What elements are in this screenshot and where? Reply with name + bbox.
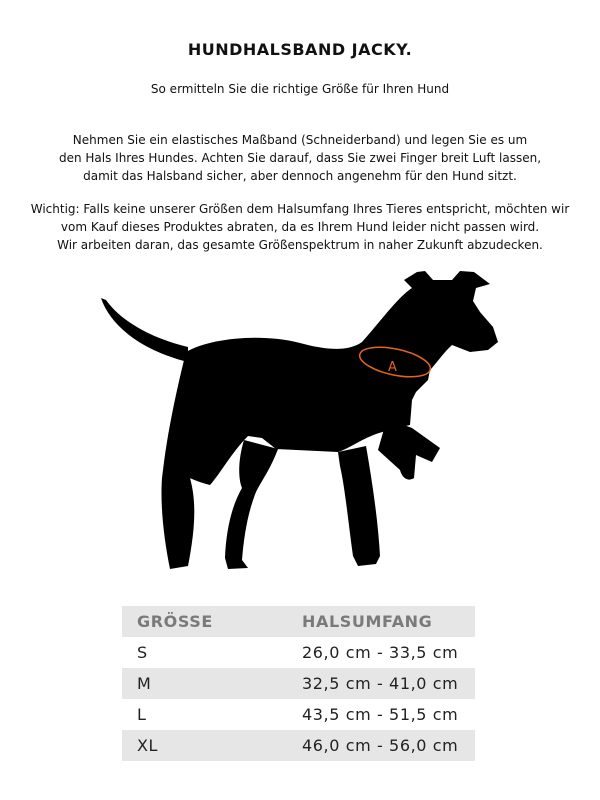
size-cell: L [137, 705, 147, 724]
column-header-neck-circumference: HALSUMFANG [302, 612, 433, 631]
dog-illustration [95, 262, 505, 580]
size-cell: XL [137, 736, 159, 755]
instruction-line: damit das Halsband sicher, aber dennoch angenehm für den Hund sitzt. [83, 169, 517, 183]
dog-tail [101, 298, 188, 362]
table-row [122, 668, 475, 699]
neck-measure-label: A [388, 360, 397, 375]
neck-range-cell: 43,5 cm - 51,5 cm [302, 705, 459, 724]
instruction-line: den Hals Ihres Hundes. Achten Sie darauf, dass Sie zwei Finger breit Luft lassen, [58, 151, 542, 165]
measuring-instructions [0, 131, 600, 185]
note-line: vom Kauf dieses Produktes abraten, da es Ihrem Hund leider nicht passen wird. [60, 220, 540, 234]
size-cell: M [137, 674, 152, 693]
important-note [0, 200, 600, 254]
neck-range-cell: 26,0 cm - 33,5 cm [302, 643, 459, 662]
size-cell: S [137, 643, 148, 662]
dog-hind-leg-back [161, 462, 194, 569]
table-row [122, 637, 475, 668]
neck-range-cell: 46,0 cm - 56,0 cm [302, 736, 459, 755]
dog-front-leg-raised [378, 422, 440, 480]
note-line: Wir arbeiten daran, das gesamte Größenspektrum in naher Zukunft abzudecken. [57, 238, 543, 252]
table-header-row [122, 606, 475, 637]
neck-range-cell: 32,5 cm - 41,0 cm [302, 674, 459, 693]
dog-body-silhouette [164, 271, 498, 485]
dog-hind-leg-front [225, 440, 278, 569]
dog-front-leg [338, 446, 380, 566]
note-line: Wichtig: Falls keine unserer Größen dem Halsumfang Ihres Tieres entspricht, möchten wir [30, 202, 570, 216]
column-header-size: GRÖSSE [137, 612, 213, 631]
table-row [122, 730, 475, 761]
size-table [122, 606, 475, 761]
instruction-line: Nehmen Sie ein elastisches Maßband (Schneiderband) und legen Sie es um [72, 133, 528, 147]
table-row [122, 699, 475, 730]
page-title: HUNDHALSBAND JACKY. [187, 40, 413, 59]
page-subtitle: So ermitteln Sie die richtige Größe für Ihren Hund [150, 82, 450, 96]
